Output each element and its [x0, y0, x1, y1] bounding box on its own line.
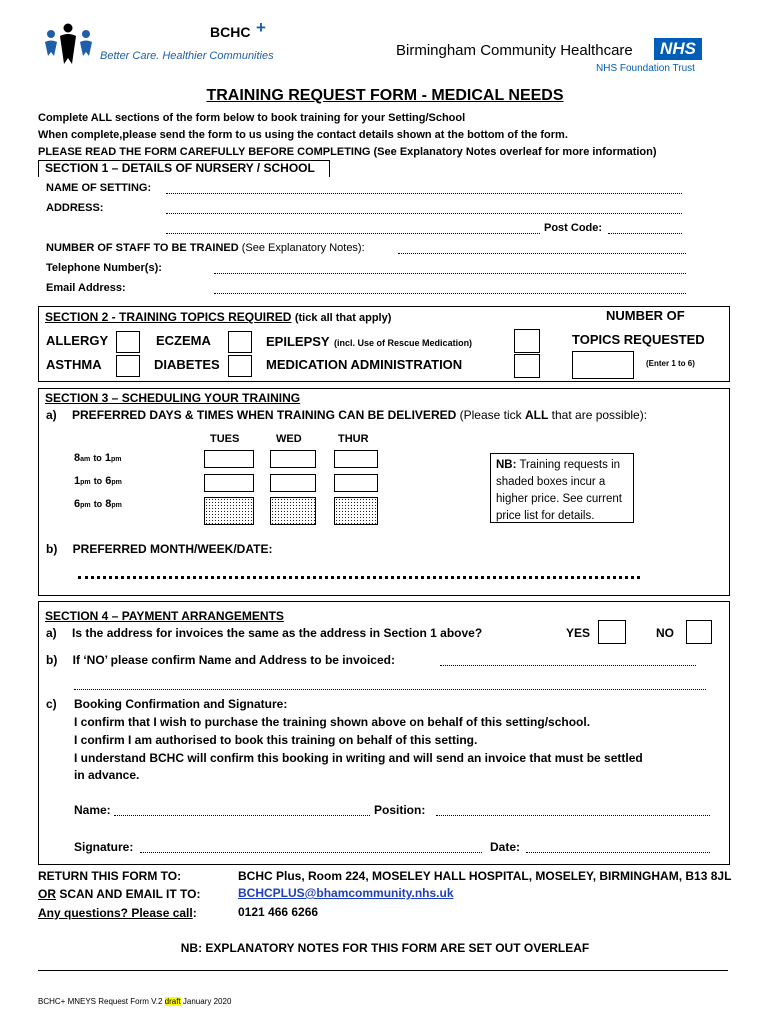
asthma-checkbox[interactable]: [116, 355, 140, 377]
trust-subtitle: NHS Foundation Trust: [596, 63, 695, 74]
page-title: TRAINING REQUEST FORM - MEDICAL NEEDS: [206, 87, 564, 104]
postcode-field[interactable]: [608, 233, 682, 234]
intro-line-3: PLEASE READ THE FORM CAREFULLY BEFORE COMPLETING (See Explanatory Notes overleaf for more information): [38, 146, 657, 158]
overleaf-note: NB: EXPLANATORY NOTES FOR THIS FORM ARE SET OUT OVERLEAF: [180, 941, 590, 955]
scan-label: SCAN AND EMAIL IT TO:: [59, 887, 201, 901]
name-label: Name:: [74, 803, 111, 817]
asthma-label: ASTHMA: [46, 357, 102, 372]
trust-name: Birmingham Community Healthcare: [396, 42, 633, 59]
version-draft-highlight: draft: [164, 997, 181, 1006]
section-4b-row: [46, 653, 395, 667]
return-address: BCHC Plus, Room 224, MOSELEY HALL HOSPITAL, MOSELEY, BIRMINGHAM, B13 8JL: [238, 869, 732, 883]
section-3a-row: [46, 408, 647, 422]
section-2-heading: SECTION 2 - TRAINING TOPICS REQUIRED: [45, 310, 292, 324]
brand-tagline: Better Care. Healthier Communities: [100, 50, 274, 62]
email-label: Email Address:: [46, 282, 126, 294]
enter-range-note: (Enter 1 to 6): [646, 359, 695, 368]
name-of-setting-label: NAME OF SETTING:: [46, 182, 152, 194]
contact-phone: 0121 466 6266: [238, 905, 319, 919]
brand-name: BCHC: [210, 24, 251, 40]
address-field-line-1[interactable]: [166, 213, 682, 214]
confirmation-line-4: in advance.: [74, 768, 140, 782]
telephone-field[interactable]: [214, 273, 686, 274]
version-text: BCHC+ MNEYS Request Form V.2: [38, 997, 163, 1006]
nb-text: Training requests in shaded boxes incur a higher price. See current price list for details.: [496, 459, 622, 522]
section-3b-row: [46, 542, 272, 556]
section-3a-note-pre: (Please tick: [459, 408, 522, 422]
slot-label-2: 1pm to 6pm: [74, 475, 122, 487]
section-4c-marker: c): [46, 697, 57, 711]
epilepsy-note: (incl. Use of Rescue Medication): [334, 338, 473, 348]
postcode-label: Post Code:: [544, 222, 603, 234]
section-3b-text: PREFERRED MONTH/WEEK/DATE:: [72, 542, 273, 556]
diabetes-label: DIABETES: [154, 357, 220, 372]
topics-requested-label: TOPICS REQUESTED: [572, 332, 705, 347]
invoice-same-no-checkbox[interactable]: [686, 620, 712, 644]
slot-thur-1-6-checkbox[interactable]: [334, 474, 378, 492]
footer-divider: [38, 970, 728, 971]
section-3a-marker: a): [46, 408, 57, 422]
date-field[interactable]: [526, 852, 710, 853]
people-figures-icon: [42, 22, 100, 66]
section-4a-marker: a): [46, 626, 57, 640]
address-label: ADDRESS:: [46, 202, 104, 214]
or-label: OR: [38, 887, 56, 901]
telephone-label: Telephone Number(s):: [46, 262, 162, 274]
slot-wed-8-1-checkbox[interactable]: [270, 450, 316, 468]
signature-field[interactable]: [140, 852, 482, 853]
slot-thur-8-1-checkbox[interactable]: [334, 450, 378, 468]
section-3a-note-all: ALL: [525, 408, 549, 422]
section-3-heading: SECTION 3 – SCHEDULING YOUR TRAINING: [45, 391, 301, 405]
slot-thur-6-8-checkbox[interactable]: [334, 497, 378, 525]
slot-wed-1-6-checkbox[interactable]: [270, 474, 316, 492]
section-2-heading-row: [45, 310, 391, 324]
section-3b-marker: b): [46, 542, 58, 556]
position-field[interactable]: [436, 815, 710, 816]
staff-count-label: NUMBER OF STAFF TO BE TRAINED: [46, 242, 239, 254]
topics-count-input[interactable]: [572, 351, 634, 379]
section-4-heading: SECTION 4 – PAYMENT ARRANGEMENTS: [45, 609, 284, 623]
invoice-same-yes-checkbox[interactable]: [598, 620, 626, 644]
slot-tues-6-8-checkbox[interactable]: [204, 497, 254, 525]
allergy-label: ALLERGY: [46, 333, 109, 348]
section-4a-row: [46, 626, 482, 640]
staff-count-field[interactable]: [398, 253, 686, 254]
date-label: Date:: [490, 840, 521, 854]
nhs-logo: NHS: [654, 38, 702, 60]
signature-label: Signature:: [74, 840, 134, 854]
slot-label-3: 6pm to 8pm: [74, 498, 122, 510]
section-4a-text: Is the address for invoices the same as the address in Section 1 above?: [72, 626, 483, 640]
section-1-heading: SECTION 1 – DETAILS OF NURSERY / SCHOOL: [45, 161, 315, 175]
confirmation-title: Booking Confirmation and Signature:: [74, 697, 288, 711]
staff-count-note: (See Explanatory Notes):: [241, 242, 365, 254]
confirmation-line-2: I confirm I am authorised to book this training on behalf of this setting.: [74, 733, 478, 747]
questions-label-row: [38, 906, 197, 920]
scan-label-row: [38, 887, 200, 901]
version-date: January 2020: [182, 997, 232, 1006]
bchc-logo: [42, 18, 282, 68]
slot-tues-8-1-checkbox[interactable]: [204, 450, 254, 468]
epilepsy-row: [266, 333, 472, 351]
section-4b-text: If ‘NO’ please confirm Name and Address to be invoiced:: [72, 653, 395, 667]
nb-label: NB:: [496, 459, 517, 471]
brand-plus: +: [256, 18, 266, 37]
diabetes-checkbox[interactable]: [228, 355, 252, 377]
day-header-wed: WED: [276, 433, 302, 445]
section-3a-note-post: that are possible):: [551, 408, 648, 422]
invoice-name-address-field-1[interactable]: [440, 665, 696, 666]
preferred-date-field[interactable]: [78, 576, 640, 579]
section-2-heading-note: (tick all that apply): [294, 312, 392, 324]
email-field[interactable]: [214, 293, 686, 294]
eczema-label: ECZEMA: [156, 333, 211, 348]
no-label: NO: [656, 626, 674, 640]
address-field-line-2[interactable]: [166, 233, 540, 234]
return-label: RETURN THIS FORM TO:: [38, 869, 182, 883]
day-header-thur: THUR: [338, 433, 369, 445]
confirmation-line-3: I understand BCHC will confirm this booking in writing and will send an invoice that must be settled: [74, 751, 643, 765]
position-label: Position:: [374, 803, 426, 817]
section-3a-text: PREFERRED DAYS & TIMES WHEN TRAINING CAN BE DELIVERED: [72, 408, 457, 422]
questions-label: Any questions? Please call: [38, 906, 193, 920]
confirmation-line-1: I confirm that I wish to purchase the training shown above on behalf of this setting/school.: [74, 715, 591, 729]
allergy-checkbox[interactable]: [116, 331, 140, 353]
name-of-setting-field[interactable]: [166, 193, 682, 194]
name-field[interactable]: [114, 815, 370, 816]
eczema-checkbox[interactable]: [228, 331, 252, 353]
slot-label-1: 8am to 1pm: [74, 452, 122, 464]
invoice-name-address-field-2[interactable]: [74, 689, 706, 690]
version-info: [38, 997, 231, 1006]
intro-line-1: Complete ALL sections of the form below to book training for your Setting/School: [38, 112, 466, 124]
medication-administration-label: MEDICATION ADMINISTRATION: [266, 357, 463, 372]
return-email-link[interactable]: BCHCPLUS@bhamcommunity.nhs.uk: [238, 886, 454, 900]
number-of-label: NUMBER OF: [606, 308, 685, 323]
questions-colon: :: [192, 906, 197, 920]
epilepsy-checkbox[interactable]: [514, 329, 540, 353]
nb-shaded-note: [490, 453, 634, 523]
slot-wed-6-8-checkbox[interactable]: [270, 497, 316, 525]
section-4b-marker: b): [46, 653, 58, 667]
day-header-tues: TUES: [210, 433, 240, 445]
staff-count-row: [46, 242, 365, 254]
epilepsy-label: EPILEPSY: [266, 334, 330, 349]
yes-label: YES: [566, 626, 591, 640]
medication-administration-checkbox[interactable]: [514, 354, 540, 378]
slot-tues-1-6-checkbox[interactable]: [204, 474, 254, 492]
intro-line-2: When complete,please send the form to us using the contact details shown at the bottom of the form.: [38, 129, 568, 141]
